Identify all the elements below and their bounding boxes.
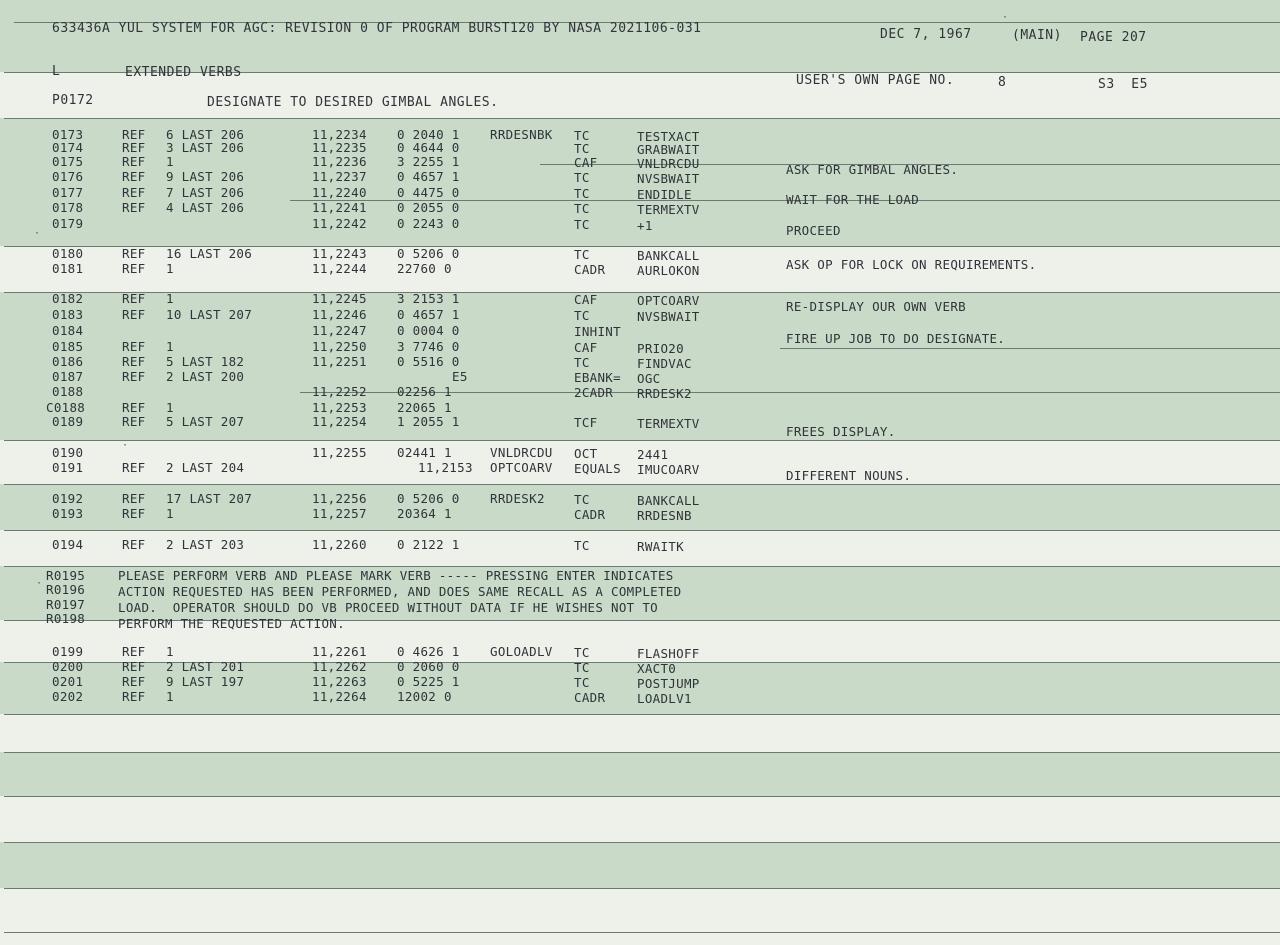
operand: IMUCOARV xyxy=(637,462,700,477)
line-number: 0177 xyxy=(52,185,84,200)
ref-detail: 5 LAST 182 xyxy=(166,354,245,369)
line-number: R0198 xyxy=(46,611,86,626)
address: 11,2243 xyxy=(312,246,367,261)
line-number: 0178 xyxy=(52,200,84,215)
address: 11,2256 xyxy=(312,491,367,506)
address: 11,2242 xyxy=(312,216,367,231)
line-number: 0191 xyxy=(52,460,84,475)
opcode: CAF xyxy=(574,292,598,307)
opcode: TC xyxy=(574,308,590,323)
machine-word: 12002 0 xyxy=(397,689,452,704)
line-number: 0176 xyxy=(52,169,84,184)
ref-detail: 17 LAST 207 xyxy=(166,491,253,506)
operand: PRIO20 xyxy=(637,341,684,356)
address: 11,2253 xyxy=(312,400,367,415)
ref-marker: REF xyxy=(122,689,146,704)
line-number: 0174 xyxy=(52,140,84,155)
line-number: 0192 xyxy=(52,491,84,506)
line-number: C0188 xyxy=(46,400,86,415)
operand: FINDVAC xyxy=(637,356,692,371)
line-number: 0184 xyxy=(52,323,84,338)
ref-detail: 10 LAST 207 xyxy=(166,307,253,322)
ref-marker: REF xyxy=(122,246,146,261)
opcode: TC xyxy=(574,186,590,201)
ref-detail: 9 LAST 206 xyxy=(166,169,245,184)
ref-marker: REF xyxy=(122,644,146,659)
ref-detail: 1 xyxy=(166,291,174,306)
address: 11,2246 xyxy=(312,307,367,322)
ref-marker: REF xyxy=(122,414,146,429)
address: 11,2254 xyxy=(312,414,367,429)
line-number: 0194 xyxy=(52,537,84,552)
paper-rule xyxy=(4,714,1280,715)
machine-word: 0 5225 1 xyxy=(397,674,460,689)
machine-word: 02256 1 xyxy=(397,384,452,399)
ref-detail: 2 LAST 201 xyxy=(166,659,245,674)
users-page-label: USER'S OWN PAGE NO. xyxy=(796,73,955,88)
operand: TERMEXTV xyxy=(637,416,700,431)
machine-word: 0 0004 0 xyxy=(397,323,460,338)
remark-text: LOAD. OPERATOR SHOULD DO VB PROCEED WITHOUT DATA IF HE WISHES NOT TO xyxy=(118,600,658,615)
operand: NVSBWAIT xyxy=(637,171,700,186)
ref-marker: REF xyxy=(122,460,146,475)
line-number: 0188 xyxy=(52,384,84,399)
comment: ASK OP FOR LOCK ON REQUIREMENTS. xyxy=(786,257,1037,272)
address: 11,2261 xyxy=(312,644,367,659)
address: 11,2245 xyxy=(312,291,367,306)
machine-word: 3 7746 0 xyxy=(397,339,460,354)
ref-detail: 1 xyxy=(166,689,174,704)
machine-word: 3 2153 1 xyxy=(397,291,460,306)
machine-word: 0 4475 0 xyxy=(397,185,460,200)
ref-detail: 16 LAST 206 xyxy=(166,246,253,261)
p-line-id: P0172 xyxy=(52,93,94,108)
ref-detail: 1 xyxy=(166,154,174,169)
line-number: 0182 xyxy=(52,291,84,306)
line-number: 0186 xyxy=(52,354,84,369)
ref-detail: 5 LAST 207 xyxy=(166,414,245,429)
opcode: CAF xyxy=(574,155,598,170)
paper-band xyxy=(0,842,1280,888)
operand: NVSBWAIT xyxy=(637,309,700,324)
line-number: 0175 xyxy=(52,154,84,169)
source-label: VNLDRCDU xyxy=(490,445,553,460)
opcode: EQUALS xyxy=(574,461,621,476)
source-label: RRDESK2 xyxy=(490,491,545,506)
ref-detail: 6 LAST 206 xyxy=(166,127,245,142)
ref-detail: 3 LAST 206 xyxy=(166,140,245,155)
machine-word: 0 2060 0 xyxy=(397,659,460,674)
source-label: GOLOADLV xyxy=(490,644,553,659)
paper-speck: · xyxy=(122,440,129,451)
paper-rule xyxy=(4,796,1280,797)
paper-rule xyxy=(4,440,1280,441)
machine-word: E5 xyxy=(452,369,468,384)
line-number: R0197 xyxy=(46,597,86,612)
line-number: R0196 xyxy=(46,582,86,597)
operand: ENDIDLE xyxy=(637,187,692,202)
machine-word: 0 5206 0 xyxy=(397,246,460,261)
paper-rule xyxy=(4,888,1280,889)
machine-word: 20364 1 xyxy=(397,506,452,521)
opcode: TC xyxy=(574,355,590,370)
paper-speck: · xyxy=(1002,12,1009,23)
line-number: 0185 xyxy=(52,339,84,354)
paper-rule xyxy=(4,484,1280,485)
remark-text: PERFORM THE REQUESTED ACTION. xyxy=(118,615,345,631)
operand: GRABWAIT xyxy=(637,142,700,157)
operand: BANKCALL xyxy=(637,248,700,263)
opcode: TC xyxy=(574,675,590,690)
remark-text: PLEASE PERFORM VERB AND PLEASE MARK VERB ----- PRESSING ENTER INDICATES xyxy=(118,568,674,583)
ref-marker: REF xyxy=(122,154,146,169)
comment: PROCEED xyxy=(786,223,841,238)
operand: FLASHOFF xyxy=(637,646,700,661)
paper-band xyxy=(0,752,1280,796)
paper-speck: · xyxy=(34,228,41,239)
operand: XACT0 xyxy=(637,661,677,676)
operand: 2441 xyxy=(637,447,669,462)
opcode: 2CADR xyxy=(574,385,614,400)
users-page-number: 8 xyxy=(998,75,1007,90)
paper-rule xyxy=(4,118,1280,119)
section-title: EXTENDED VERBS xyxy=(125,65,242,80)
address: 11,2237 xyxy=(312,169,367,184)
address: 11,2236 xyxy=(312,154,367,169)
ref-detail: 1 xyxy=(166,261,174,276)
line-number: 0180 xyxy=(52,246,84,261)
listing-page-number: PAGE 207 xyxy=(1080,30,1147,45)
opcode: TC xyxy=(574,247,590,262)
ref-marker: REF xyxy=(122,400,146,415)
operand: OGC xyxy=(637,371,661,386)
ref-marker: REF xyxy=(122,127,146,142)
machine-word: 0 4626 1 xyxy=(397,644,460,659)
ref-marker: REF xyxy=(122,506,146,521)
opcode: EBANK= xyxy=(574,370,621,385)
address: 11,2240 xyxy=(312,185,367,200)
machine-word: 0 2122 1 xyxy=(397,537,460,552)
machine-word: 0 2243 0 xyxy=(397,216,460,231)
opcode: TC xyxy=(574,217,590,232)
operand: LOADLV1 xyxy=(637,691,692,706)
address: 11,2234 xyxy=(312,127,367,142)
comment: RE-DISPLAY OUR OWN VERB xyxy=(786,299,966,314)
comment: FIRE UP JOB TO DO DESIGNATE. xyxy=(786,331,1006,346)
listing-codes: S3 E5 xyxy=(1098,77,1148,92)
line-number: R0195 xyxy=(46,568,86,583)
ref-marker: REF xyxy=(122,261,146,276)
line-number: 0181 xyxy=(52,261,84,276)
opcode: CADR xyxy=(574,690,606,705)
line-number: 0179 xyxy=(52,216,84,231)
machine-word: 1 2055 1 xyxy=(397,414,460,429)
opcode: CADR xyxy=(574,507,606,522)
machine-word: 0 4657 1 xyxy=(397,307,460,322)
address: 11,2247 xyxy=(312,323,367,338)
address: 11,2250 xyxy=(312,339,367,354)
line-number: 0189 xyxy=(52,414,84,429)
address: 11,2262 xyxy=(312,659,367,674)
opcode: TC xyxy=(574,170,590,185)
machine-word: 22065 1 xyxy=(397,400,452,415)
opcode: CADR xyxy=(574,262,606,277)
paper-rule xyxy=(4,752,1280,753)
opcode: TC xyxy=(574,645,590,660)
ref-marker: REF xyxy=(122,537,146,552)
address: 11,2235 xyxy=(312,140,367,155)
operand: +1 xyxy=(637,218,653,233)
address: 11,2264 xyxy=(312,689,367,704)
ref-marker: REF xyxy=(122,185,146,200)
opcode: TC xyxy=(574,538,590,553)
ref-marker: REF xyxy=(122,307,146,322)
machine-word: 0 5206 0 xyxy=(397,491,460,506)
machine-word: 22760 0 xyxy=(397,261,452,276)
operand: VNLDRCDU xyxy=(637,156,700,171)
ref-marker: REF xyxy=(122,339,146,354)
machine-word: 11,2153 xyxy=(418,460,473,475)
remark-text: ACTION REQUESTED HAS BEEN PERFORMED, AND DOES SAME RECALL AS A COMPLETED xyxy=(118,583,682,599)
line-number: 0187 xyxy=(52,369,84,384)
line-number: 0193 xyxy=(52,506,84,521)
address: 11,2251 xyxy=(312,354,367,369)
line-number: 0201 xyxy=(52,674,84,689)
opcode: TC xyxy=(574,201,590,216)
machine-word: 0 5516 0 xyxy=(397,354,460,369)
operand: TESTXACT xyxy=(637,129,700,144)
opcode: OCT xyxy=(574,446,598,461)
line-number: 0173 xyxy=(52,127,84,142)
ref-detail: 7 LAST 206 xyxy=(166,185,245,200)
address: 11,2252 xyxy=(312,384,367,399)
operand: RRDESNB xyxy=(637,508,692,523)
operand: RRDESK2 xyxy=(637,386,692,401)
address: 11,2244 xyxy=(312,261,367,276)
ref-detail: 2 LAST 203 xyxy=(166,537,245,552)
ref-detail: 2 LAST 204 xyxy=(166,460,245,475)
ref-detail: 9 LAST 197 xyxy=(166,674,245,689)
address: 11,2255 xyxy=(312,445,367,460)
opcode: TC xyxy=(574,660,590,675)
machine-word: 0 2055 0 xyxy=(397,200,460,215)
paper-rule xyxy=(4,842,1280,843)
operand: OPTCOARV xyxy=(637,293,700,308)
line-number: 0202 xyxy=(52,689,84,704)
machine-word: 0 4644 0 xyxy=(397,140,460,155)
ref-detail: 1 xyxy=(166,506,174,521)
operand: BANKCALL xyxy=(637,493,700,508)
comment: FREES DISPLAY. xyxy=(786,424,896,439)
ref-detail: 1 xyxy=(166,644,174,659)
address: 11,2257 xyxy=(312,506,367,521)
ref-marker: REF xyxy=(122,491,146,506)
listing-main: (MAIN) xyxy=(1012,28,1062,43)
opcode: TCF xyxy=(574,415,598,430)
ref-marker: REF xyxy=(122,369,146,384)
paper-rule xyxy=(4,566,1280,567)
line-number: 0183 xyxy=(52,307,84,322)
opcode: CAF xyxy=(574,340,598,355)
ref-marker: REF xyxy=(122,169,146,184)
address: 11,2260 xyxy=(312,537,367,552)
listing-l-marker: L xyxy=(52,64,61,79)
machine-word: 0 2040 1 xyxy=(397,127,460,142)
opcode: INHINT xyxy=(574,324,621,339)
comment: DIFFERENT NOUNS. xyxy=(786,468,912,483)
address: 11,2263 xyxy=(312,674,367,689)
operand: AURLOKON xyxy=(637,263,700,278)
opcode: TC xyxy=(574,141,590,156)
line-number: 0200 xyxy=(52,659,84,674)
opcode: TC xyxy=(574,128,590,143)
ref-marker: REF xyxy=(122,291,146,306)
line-number: 0199 xyxy=(52,644,84,659)
p-line-text: DESIGNATE TO DESIRED GIMBAL ANGLES. xyxy=(207,95,499,110)
paper-speck: · xyxy=(36,578,43,589)
operand: RWAITK xyxy=(637,539,684,554)
listing-title: 633436A YUL SYSTEM FOR AGC: REVISION 0 OF PROGRAM BURST120 BY NASA 2021106-031 xyxy=(52,21,702,36)
address: 11,2241 xyxy=(312,200,367,215)
ref-marker: REF xyxy=(122,354,146,369)
listing-date: DEC 7, 1967 xyxy=(880,27,972,42)
paper-rule xyxy=(4,932,1280,933)
comment: WAIT FOR THE LOAD xyxy=(786,192,920,207)
source-label: RRDESNBK xyxy=(490,127,553,142)
ref-marker: REF xyxy=(122,659,146,674)
operand: POSTJUMP xyxy=(637,676,700,691)
opcode: TC xyxy=(574,492,590,507)
ref-detail: 1 xyxy=(166,339,174,354)
ref-detail: 1 xyxy=(166,400,174,415)
ref-marker: REF xyxy=(122,674,146,689)
operand: TERMEXTV xyxy=(637,202,700,217)
ref-marker: REF xyxy=(122,140,146,155)
machine-word: 3 2255 1 xyxy=(397,154,460,169)
ref-detail: 2 LAST 200 xyxy=(166,369,245,384)
source-label: OPTCOARV xyxy=(490,460,553,475)
machine-word: 02441 1 xyxy=(397,445,452,460)
machine-word: 0 4657 1 xyxy=(397,169,460,184)
line-number: 0190 xyxy=(52,445,84,460)
ref-detail: 4 LAST 206 xyxy=(166,200,245,215)
comment: ASK FOR GIMBAL ANGLES. xyxy=(786,162,959,177)
paper-rule xyxy=(4,530,1280,531)
ref-marker: REF xyxy=(122,200,146,215)
paper-rule xyxy=(780,348,1280,349)
